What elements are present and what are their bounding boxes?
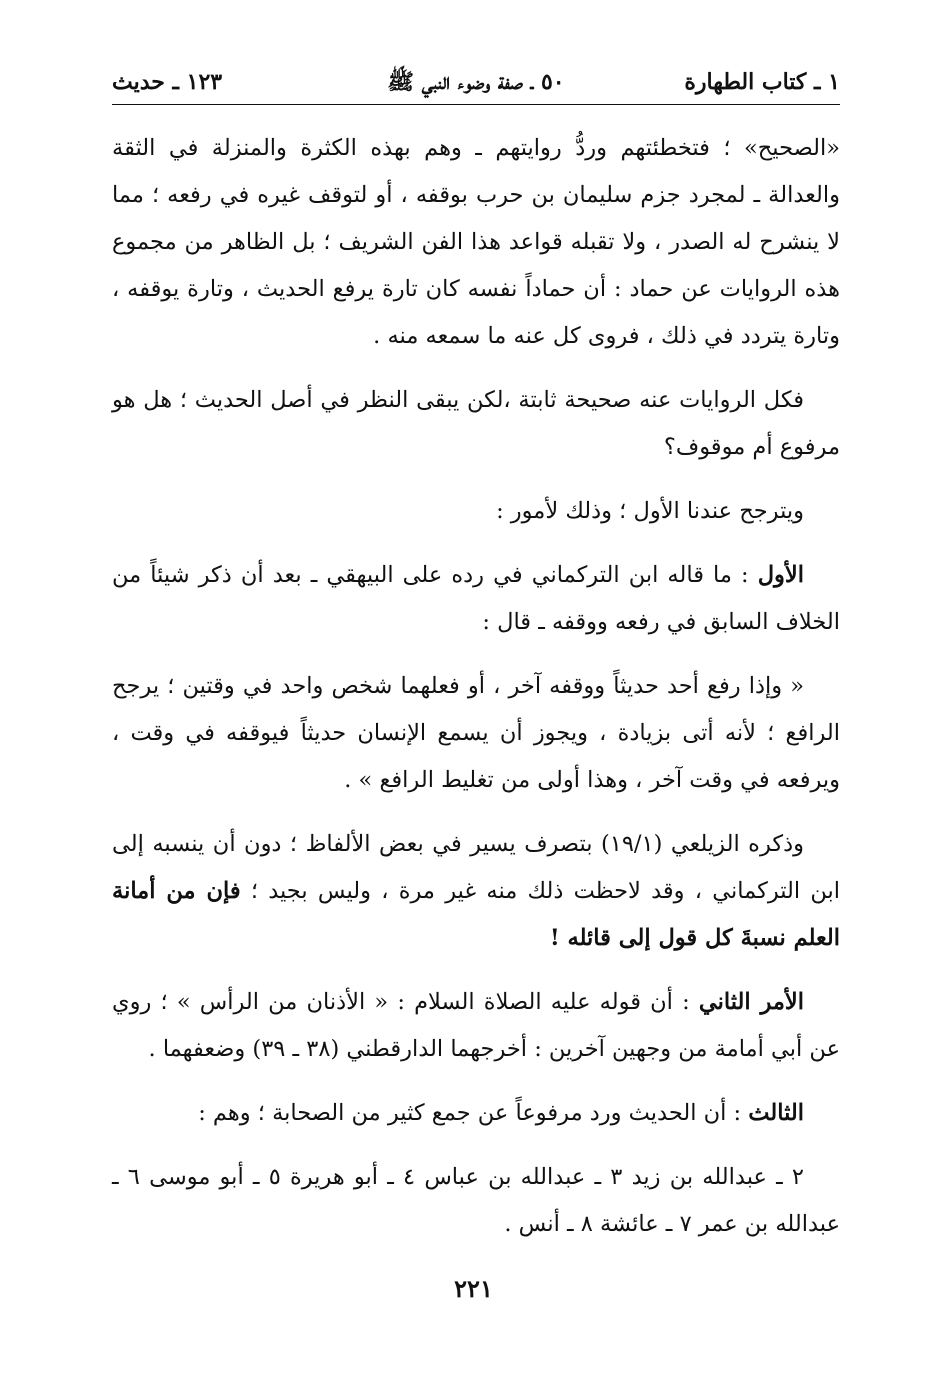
paragraph-1: «الصحيح» ؛ فتخطئتهم وردُّ روايتهم ـ وهم بهذه الكثرة والمنزلة في الثقة والعدالة ـ لمجرد جزم سليمان بن حرب بوقفه ، أو لتوقف غيره في رفعه ؛ مما لا ينشرح له الصدر ، ولا تقبله قواعد هذا الفن الشريف ؛ بل الظاهر من مجموع هذه الروايات عن حماد : أن حماداً نفسه كان تارة يرفع الحديث ، وتارة يوقفه ، وتارة يتردد في ذلك ، فروى كل عنه ما سمعه منه .: [112, 135, 840, 349]
paragraph-8-text: : أن الحديث ورد مرفوعاً عن جمع كثير من الصحابة ؛ وهم :: [198, 1100, 749, 1126]
point-label-first: الأول: [757, 562, 804, 588]
paragraph-6-emphasis: فإن من أمانة العلم نسبةَ كل قول إلى قائله !: [112, 878, 840, 951]
header-hadith-number: ١٢٣ ـ حديث: [112, 69, 223, 95]
header-rule: [112, 104, 840, 105]
header-chapter: ١ ـ كتاب الطهارة: [684, 69, 840, 95]
paragraph-4-text: : ما قاله ابن التركماني في رده على البيهقي ـ بعد أن ذكر شيئاً من الخلاف السابق في رفعه ووقفه ـ قال :: [112, 562, 840, 635]
point-label-third: الثالث: [748, 1100, 804, 1126]
paragraph-3: ويترجح عندنا الأول ؛ وذلك لأمور :: [496, 498, 804, 524]
paragraph-6-text: وذكره الزيلعي (١٩/١) بتصرف يسير في بعض الألفاظ ؛ دون أن ينسبه إلى ابن التركماني ، وقد لاحظت ذلك منه غير مرة ، وليس بجيد ؛: [112, 831, 840, 904]
header-section: ٥٠ ـ صفة وضوء النبي ﷺ: [387, 69, 565, 95]
paragraph-7: [112, 979, 840, 1073]
paragraph-7-text: : أن قوله عليه الصلاة السلام : « الأذنان من الرأس » ؛ روي عن أبي أمامة من وجهين آخرين : أخرجهما الدارقطني (٣٨ ـ ٣٩) وضعفهما .: [112, 989, 840, 1062]
quotation-paragraph: « وإذا رفع أحد حديثاً ووقفه آخر ، أو فعلهما شخص واحد في وقتين ؛ يرجح الرافع ؛ لأنه أتى بزيادة ، ويجوز أن يسمع الإنسان حديثاً فيوقفه في وقت ، ويرفعه في وقت آخر ، وهذا أولى من تغليط الرافع » .: [112, 673, 840, 793]
page-number: ٢٢١: [454, 1274, 493, 1303]
paragraph-4: [112, 552, 840, 646]
paragraph-6: [112, 821, 840, 962]
point-label-second: الأمر الثاني: [698, 989, 804, 1015]
companions-list: ٢ ـ عبدالله بن زيد ٣ ـ عبدالله بن عباس ٤ ـ أبو هريرة ٥ ـ أبو موسى ٦ ـ عبدالله بن عمر ٧ ـ عائشة ٨ ـ أنس .: [112, 1164, 840, 1237]
running-header: [112, 62, 840, 102]
paragraph-2: فكل الروايات عنه صحيحة ثابتة ،لكن يبقى النظر في أصل الحديث ؛ هل هو مرفوع أم موقوف؟: [112, 387, 840, 460]
paragraph-8: [112, 1090, 840, 1137]
page-body: [112, 125, 840, 1248]
